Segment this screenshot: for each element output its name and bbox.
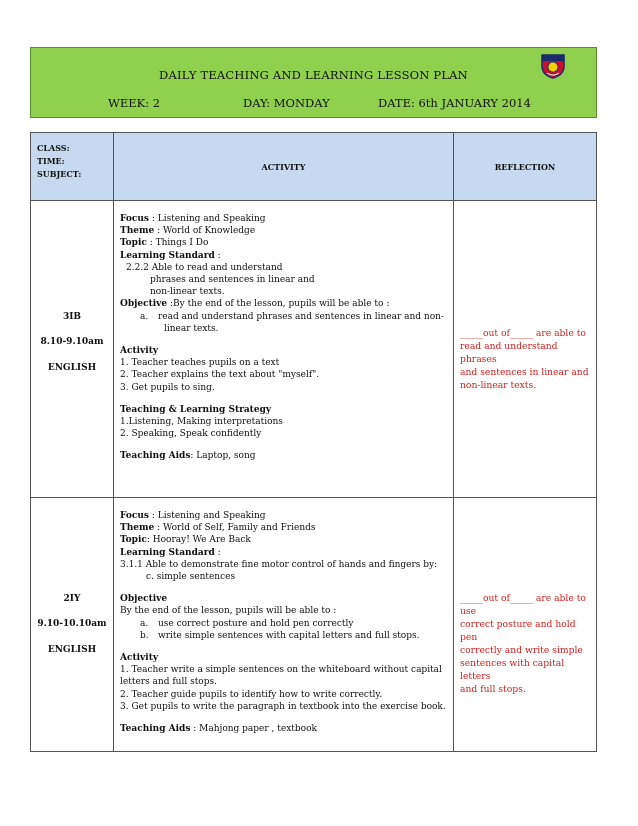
learning-standard-text: 2.2.2 Able to read and understand bbox=[126, 262, 283, 273]
objective-line: Objective :By the end of the lesson, pupils will be able to : bbox=[120, 299, 390, 310]
teaching-aids-line: Teaching Aids : Mahjong paper , textbook bbox=[120, 724, 317, 735]
reflection-text: non-linear texts. bbox=[460, 380, 537, 391]
learning-standard-text: phrases and sentences in linear and bbox=[150, 275, 315, 286]
activity-header: ACTIVITY bbox=[114, 133, 454, 201]
objective-label: Objective bbox=[120, 594, 168, 605]
class-subject: ENGLISH bbox=[47, 645, 97, 655]
theme-line: Theme : World of Knowledge bbox=[120, 226, 256, 237]
reflection-text: _____out of_____ are able to bbox=[460, 328, 586, 339]
school-crest-icon bbox=[539, 52, 567, 80]
reflection-cell bbox=[454, 201, 597, 498]
activity-label: Activity bbox=[120, 653, 159, 664]
objective-item: b. write simple sentences with capital letters and full stops. bbox=[140, 630, 420, 641]
activity-step: 3. Get pupils to write the paragraph in textbook into the exercise book. bbox=[120, 701, 446, 712]
objective-item: a. read and understand phrases and sentences in linear and non- bbox=[140, 311, 444, 322]
reflection-text: and full stops. bbox=[460, 684, 526, 695]
class-info-cell bbox=[31, 201, 114, 498]
strategy-item: 1.Listening, Making interpretations bbox=[120, 417, 283, 428]
focus-line: Focus : Listening and Speaking bbox=[120, 214, 266, 224]
objective-line: By the end of the lesson, pupils will be able to : bbox=[120, 606, 337, 617]
subject-header: SUBJECT: bbox=[37, 169, 82, 179]
lesson-plan-table bbox=[30, 132, 597, 752]
activity-step-cont: letters and full stops. bbox=[120, 677, 217, 688]
lesson-plan-header bbox=[30, 47, 597, 118]
class-info-cell bbox=[31, 498, 114, 752]
table-header-row bbox=[31, 133, 597, 201]
focus-line: Focus : Listening and Speaking bbox=[120, 511, 266, 521]
reflection-text: sentences with capital letters bbox=[460, 658, 565, 682]
class-name: 2IY bbox=[63, 594, 81, 604]
topic-line: Topic : Things I Do bbox=[120, 238, 209, 249]
reflection-text: _____out of_____ are able to use bbox=[460, 593, 586, 617]
activity-cell bbox=[114, 498, 454, 752]
strategy-label: Teaching & Learning Strategy bbox=[120, 404, 272, 415]
class-header: CLASS: bbox=[37, 143, 70, 153]
learning-standard-line: Learning Standard : bbox=[120, 547, 221, 558]
time-header: TIME: bbox=[37, 156, 65, 166]
reflection-header: REFLECTION bbox=[454, 133, 597, 201]
table-row bbox=[31, 201, 597, 498]
objective-item-cont: linear texts. bbox=[164, 323, 219, 334]
week-label: WEEK: 2 bbox=[108, 96, 161, 110]
theme-line: Theme : World of Self, Family and Friends bbox=[120, 523, 316, 534]
reflection-cell bbox=[454, 498, 597, 752]
reflection-text: correct posture and hold pen bbox=[460, 619, 576, 643]
day-label: DAY: MONDAY bbox=[243, 96, 330, 110]
strategy-item: 2. Speaking, Speak confidently bbox=[120, 429, 262, 440]
activity-label: Activity bbox=[120, 346, 159, 357]
class-name: 3IB bbox=[62, 312, 82, 322]
activity-cell bbox=[114, 201, 454, 498]
learning-standard-text: c. simple sentences bbox=[146, 572, 236, 583]
reflection-text: and sentences in linear and bbox=[460, 367, 589, 378]
document-title: DAILY TEACHING AND LEARNING LESSON PLAN bbox=[159, 68, 468, 82]
activity-step: 1. Teacher write a simple sentences on the whiteboard without capital bbox=[120, 665, 442, 676]
activity-step: 1. Teacher teaches pupils on a text bbox=[120, 358, 280, 369]
class-time-subject-header bbox=[31, 133, 114, 201]
objective-item: a. use correct posture and hold pen correctly bbox=[140, 618, 354, 629]
topic-line: Topic: Hooray! We Are Back bbox=[120, 535, 251, 546]
activity-step: 2. Teacher guide pupils to identify how to write correctly. bbox=[120, 689, 383, 700]
class-subject: ENGLISH bbox=[47, 363, 97, 373]
reflection-text: correctly and write simple bbox=[460, 645, 583, 656]
class-time: 9.10-10.10am bbox=[37, 619, 107, 629]
date-label: DATE: 6th JANUARY 2014 bbox=[378, 96, 531, 110]
class-time: 8.10-9.10am bbox=[40, 337, 104, 347]
learning-standard-text: 3.1.1 Able to demonstrate fine motor control of hands and fingers by: bbox=[120, 559, 438, 570]
reflection-text: read and understand phrases bbox=[460, 341, 558, 365]
activity-step: 3. Get pupils to sing. bbox=[120, 382, 215, 393]
activity-step: 2. Teacher explains the text about "myself". bbox=[120, 370, 320, 381]
learning-standard-text: non-linear texts. bbox=[150, 287, 225, 298]
learning-standard-line: Learning Standard : bbox=[120, 250, 221, 261]
table-row bbox=[31, 498, 597, 752]
teaching-aids-line: Teaching Aids: Laptop, song bbox=[120, 451, 256, 462]
